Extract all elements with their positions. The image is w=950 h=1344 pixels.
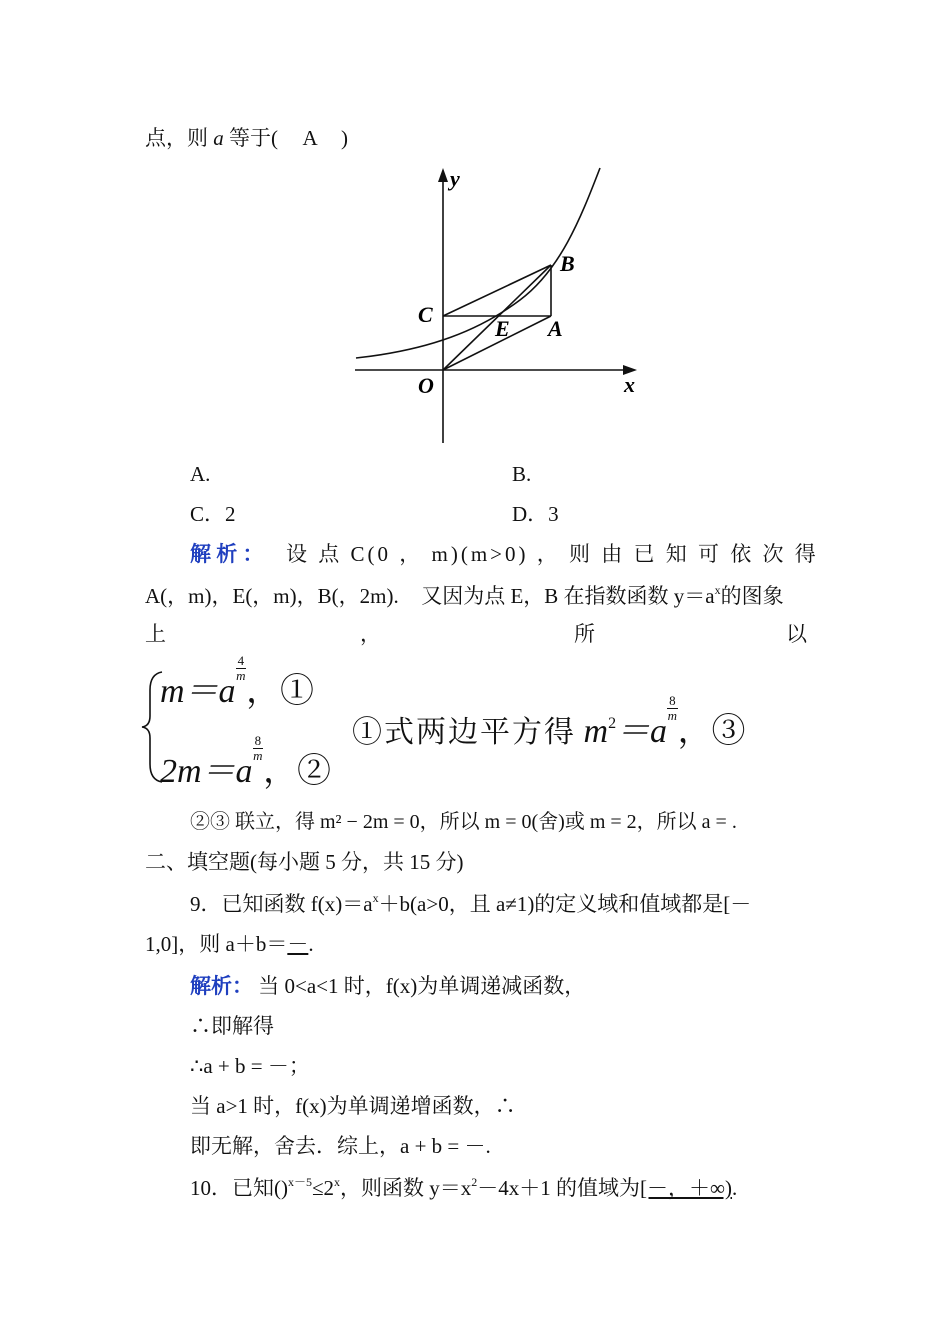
eq2-tag: ，② [263, 753, 332, 790]
stem-var: a [213, 126, 224, 150]
q10-answer: [－，＋∞) [640, 1176, 733, 1200]
option-c: C．2 [190, 502, 236, 526]
eq3-square: 2 [608, 715, 617, 732]
q10-text-2: ≤2 [312, 1176, 335, 1200]
y-axis-label: y [450, 166, 460, 191]
q9-analysis-line-5: 即无解，舍去．综上，a + b = －. [190, 1134, 491, 1158]
point-C-label: C [418, 302, 433, 327]
eq3-tag: ，③ [677, 713, 746, 750]
stem-text: 点，则 [145, 126, 208, 150]
q9-answer: － [287, 932, 309, 956]
q9-end: . [308, 932, 314, 956]
q10-sup-3: 2 [471, 1175, 478, 1189]
question-9-line-2 [145, 930, 314, 958]
x-axis-label: x [624, 372, 635, 397]
eq3-m: m [583, 713, 609, 750]
q10-sup-2: x [334, 1175, 341, 1189]
eq2-main: 2m＝a [160, 753, 253, 790]
q9-text-2: ＋b(a>0，且 a≠1)的定义域和值域都是[－ [378, 892, 752, 916]
eq1-exponent: $\frac{4}{m}$ [236, 653, 246, 683]
q10-text-4: －4x＋1 的值域为 [477, 1176, 641, 1200]
segment-CB [443, 265, 551, 316]
analysis-line-3-mid: ， [360, 622, 381, 646]
analysis-line-1 [190, 540, 819, 568]
analysis-line-3-mid2: 所 [574, 622, 595, 646]
square-both-sides-text: ①式两边平方得 [352, 716, 576, 749]
q9-analysis-line-2: ∴即解得 [190, 1014, 274, 1038]
q10-end: . [732, 1176, 738, 1200]
stem-close: ) [341, 126, 349, 150]
equation-2 [160, 733, 332, 792]
eq3-main: ＝a [616, 713, 668, 750]
q10-text-1: 10．已知() [190, 1176, 288, 1200]
stem-middle: 等于( [229, 126, 278, 150]
q10-sup-1: x－5 [288, 1175, 313, 1189]
analysis-text-2: 又因为点 E，B 在指数函数 y＝a [421, 584, 715, 608]
analysis-line-2 [145, 582, 784, 613]
q9-text-1: 9．已知函数 f(x)＝a [190, 892, 373, 916]
q9-text-3: 1,0]，则 a＋b＝ [145, 932, 288, 956]
eq3-exponent: $\frac{8}{m}$ [667, 693, 677, 723]
equation-3-line [352, 693, 746, 758]
analysis-text-3: 的图象 [720, 584, 784, 608]
eq1-main: m＝a [160, 673, 236, 710]
point-E-label: E [495, 316, 510, 341]
q10-text-3: ，则函数 y＝x [340, 1176, 472, 1200]
question-10 [190, 1174, 737, 1205]
option-a: A. [190, 462, 211, 486]
answer-choice: A [302, 126, 317, 150]
section-2-heading: 二、填空题(每小题 5 分，共 15 分) [145, 850, 464, 874]
superscript-x: x [714, 583, 721, 597]
analysis-label: 解 析 ： [190, 542, 264, 566]
q9-sup: x [372, 891, 379, 905]
point-B-label: B [560, 251, 575, 276]
equation-1 [160, 653, 315, 712]
q9-analysis-line-1 [190, 972, 585, 1000]
analysis-points: A(，m)，E(，m)，B(，2m). [145, 584, 399, 608]
option-d: D．3 [512, 502, 559, 526]
analysis-text: 设 点 C(0 ， m)(m>0) ， 则 由 已 知 可 依 次 得 [286, 542, 819, 566]
q9-analysis-line-4: 当 a>1 时，f(x)为单调递增函数，∴ [190, 1094, 516, 1118]
q9-analysis-line-3: ∴a + b = －； [190, 1054, 310, 1078]
analysis-line-3-left: 上 [145, 622, 166, 646]
option-b: B. [512, 462, 532, 486]
analysis-line-3-right: 以 [786, 622, 807, 646]
origin-label: O [418, 373, 434, 398]
y-axis-arrow [438, 168, 448, 182]
point-A-label: A [548, 316, 563, 341]
question-9-line-1 [190, 890, 751, 921]
q9-analysis-label: 解析： [190, 974, 253, 998]
exponential-graph-figure [0, 0, 950, 470]
q9-analysis-text-1: 当 0<a<1 时，f(x)为单调递减函数， [258, 974, 586, 998]
eq2-exponent: $\frac{8}{m}$ [253, 733, 263, 763]
combine-line: ②③ 联立，得 m² − 2m = 0，所以 m = 0(舍)或 m = 2，所以 a = . [190, 811, 737, 833]
eq1-tag: ，① [246, 673, 315, 710]
